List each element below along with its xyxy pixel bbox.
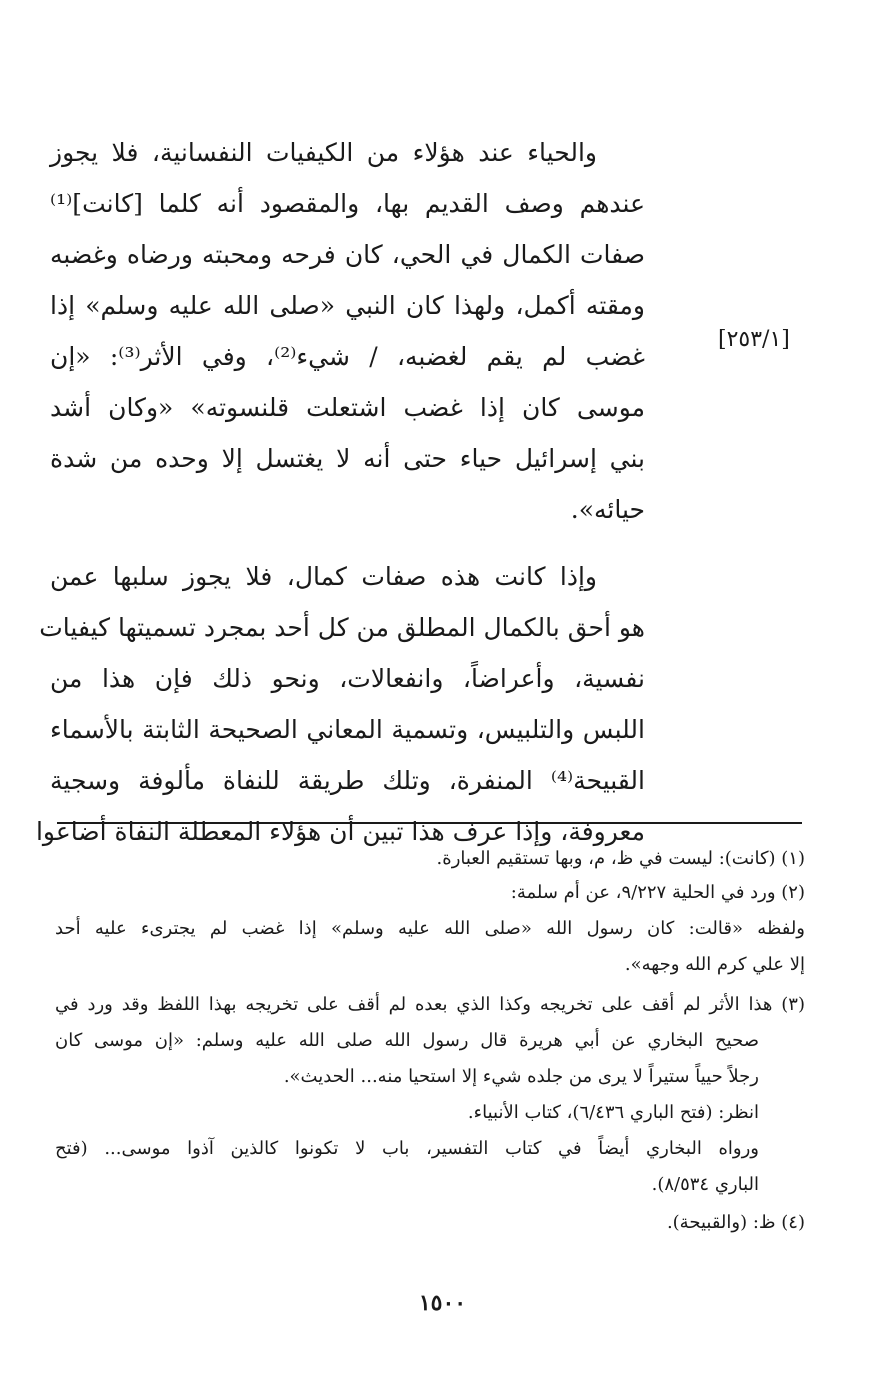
footnote-line: (٣) هذا الأثر لم أقف على تخريجه وكذا الذي بعده لم أقف على تخريجه بهذا اللفظ وقد ورد في bbox=[55, 994, 805, 1015]
footnote-line: الباري ٨/٥٣٤). bbox=[651, 1174, 759, 1195]
text-line: نفسية، وأعراضاً، وانفعالات، ونحو ذلك فإن هذا من bbox=[50, 664, 645, 693]
text-line: ومقته أكمل، ولهذا كان النبي «صلى الله عليه وسلم» إذا bbox=[50, 291, 645, 320]
footnote-line: ورواه البخاري أيضاً في كتاب التفسير، باب لا تكونوا كالذين آذوا موسى... (فتح bbox=[55, 1138, 759, 1159]
footnote-line: إلا علي كرم الله وجهه». bbox=[624, 954, 805, 975]
footnote-line: رجلاً حيياً ستيراً لا يرى من جلده شيء إلا استحيا منه... الحديث». bbox=[283, 1066, 759, 1087]
footnote-line: صحيح البخاري عن أبي هريرة قال رسول الله صلى الله عليه وسلم: «إن موسى كان bbox=[55, 1030, 759, 1051]
text-line: والحياء عند هؤلاء من الكيفيات النفسانية، فلا يجوز bbox=[50, 138, 597, 167]
footnote-line: ولفظه «قالت: كان رسول الله «صلى الله عليه وسلم» إذا غضب لم يجترىء عليه أحد bbox=[55, 918, 805, 939]
footnote-separator bbox=[57, 822, 802, 824]
text-line: هو أحق بالكمال المطلق من كل أحد بمجرد تسميتها كيفيات bbox=[39, 613, 645, 642]
text-line: بني إسرائيل حياء حتى أنه لا يغتسل إلا وحده من شدة bbox=[50, 444, 645, 473]
text-line: اللبس والتلبيس، وتسمية المعاني الصحيحة الثابتة بالأسماء bbox=[50, 715, 645, 744]
text-line: القبيحة⁽⁴⁾ المنفرة، وتلك طريقة للنفاة مألوفة وسجية bbox=[50, 766, 645, 795]
footnote-line: (٤) ظ: (والقبيحة). bbox=[666, 1212, 805, 1233]
text-line: صفات الكمال في الحي، كان فرحه ومحبته ورضاه وغضبه bbox=[50, 240, 645, 269]
footnote-line: (٢) ورد في الحلية ٩/٢٢٧، عن أم سلمة: bbox=[510, 882, 805, 903]
text-line: موسى كان إذا غضب اشتعلت قلنسوته» «وكان أشد bbox=[50, 393, 645, 422]
margin-page-reference: [٢٥٣/١] bbox=[718, 327, 790, 352]
text-line: حيائه». bbox=[570, 495, 645, 524]
text-line: عندهم وصف القديم بها، والمقصود أنه كلما [كانت]⁽¹⁾ bbox=[50, 189, 645, 218]
text-line: غضب لم يقم لغضبه، / شيء⁽²⁾، وفي الأثر⁽³⁾: «إن bbox=[50, 342, 645, 371]
footnote-line: انظر: (فتح الباري ٦/٤٣٦)، كتاب الأنبياء. bbox=[467, 1102, 759, 1123]
text-line: معروفة، وإذا عرف هذا تبين أن هؤلاء المعطلة النفاة أضاعوا bbox=[35, 817, 645, 846]
text-line: وإذا كانت هذه صفات كمال، فلا يجوز سلبها عمن bbox=[50, 562, 597, 591]
page-number: ١٥٠٠ bbox=[418, 1290, 467, 1316]
footnote-line: (١) (كانت): ليست في ظ، م، وبها تستقيم العبارة. bbox=[436, 848, 805, 869]
